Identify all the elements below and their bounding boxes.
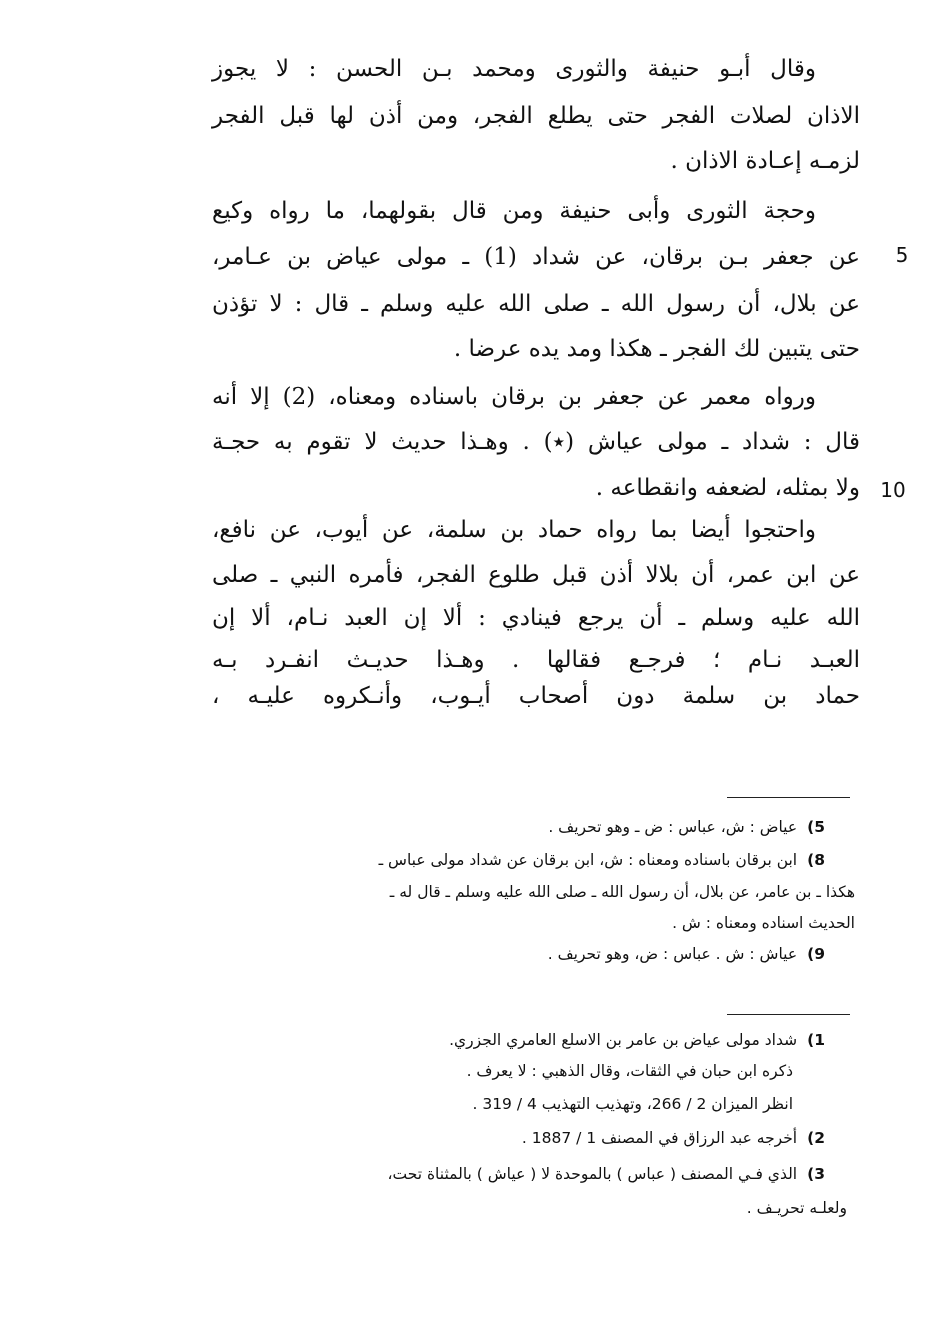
body-line: حتى يتبين لك الفجر ـ هكذا ومد يده عرضا .	[453, 336, 860, 362]
body-line: ولا بمثله، لضعفه وانقطاعه .	[595, 475, 860, 501]
body-line: واحتجوا أيضا بما رواه حماد بن سلمة، عن أيوب، عن نافع،	[212, 517, 816, 543]
notes-divider	[727, 1014, 850, 1015]
body-line: لزمـه إعـادة الاذان .	[670, 148, 860, 174]
footnote: ذكره ابن حبان في الثقات، وقال الذهبي : لا يعرف .	[466, 1062, 793, 1080]
body-line: وقال أبـو حنيفة والثورى ومحمد بـن الحسن : لا يجوز	[212, 56, 816, 82]
variant-note: هكذا ـ بن عامر، عن بلال، أن رسول الله ـ صلى الله عليه وسلم ـ قال له ـ	[389, 883, 855, 901]
variant-note: 9)عياش : ش . عباس : ض، وهو تحريف .	[547, 945, 825, 963]
variant-note: 8)ابن برقان باسناده ومعناه : ش، ابن برقان عن شداد مولى عباس ـ	[378, 851, 825, 869]
footnote: 1)شداد مولى عياض بن عامر بن الاسلع العامري الجزري.	[449, 1031, 825, 1049]
body-line: العبـد نـام ؛ فرجـع فقالها . وهـذا حديـث انفـرد بـه	[212, 647, 860, 673]
line-number: 5	[895, 243, 909, 267]
footnote: ولعلـه تحريـف .	[746, 1199, 847, 1217]
body-line: عن جعفر بـن برقان، عن شداد (1) ـ مولى عياض بن عـامر،	[212, 244, 860, 270]
footnote: 3)الذي فـي المصنف ( عباس ) بالموحدة لا ( عياش ) بالمثناة تحت،	[387, 1165, 825, 1183]
body-line: الله عليه وسلم ـ أن يرجع فينادي : ألا إن العبد نـام، ألا إن	[212, 605, 860, 631]
footnote: انظر الميزان 2 / 266، وتهذيب التهذيب 4 / 319 .	[472, 1095, 793, 1113]
body-line: حماد بن سلمة دون أصحاب أيـوب، وأنـكروه عليـه ،	[212, 683, 860, 709]
body-line: وحجة الثورى وأبى حنيفة ومن قال بقولهما، ما رواه وكيع	[212, 198, 816, 224]
body-line: الاذان لصلات الفجر حتى يطلع الفجر، ومن أذن لها قبل الفجر	[212, 103, 860, 129]
footnote: 2)أخرجه عبد الرزاق في المصنف 1 / 1887 .	[521, 1129, 825, 1147]
line-number: 10	[880, 478, 906, 502]
body-line: ورواه معمر عن جعفر بن برقان باسناده ومعناه، (2) إلا أنه	[212, 384, 816, 410]
body-line: قال : شداد ـ مولى عياش (٭) . وهـذا حديث لا تقوم به حجـة	[212, 429, 860, 455]
body-line: عن بلال، أن رسول الله ـ صلى الله عليه وسلم ـ قال : لا تؤذن	[212, 291, 860, 317]
variant-note: 5)عياض : ش، عباس : ض ـ وهو تحريف .	[548, 818, 825, 836]
variants-divider	[727, 797, 850, 798]
body-line: عن ابن عمر، أن بلالا أذن قبل طلوع الفجر، فأمره النبي ـ صلى	[212, 562, 860, 588]
variant-note: الحديث اسناده ومعناه : ش .	[672, 914, 855, 932]
